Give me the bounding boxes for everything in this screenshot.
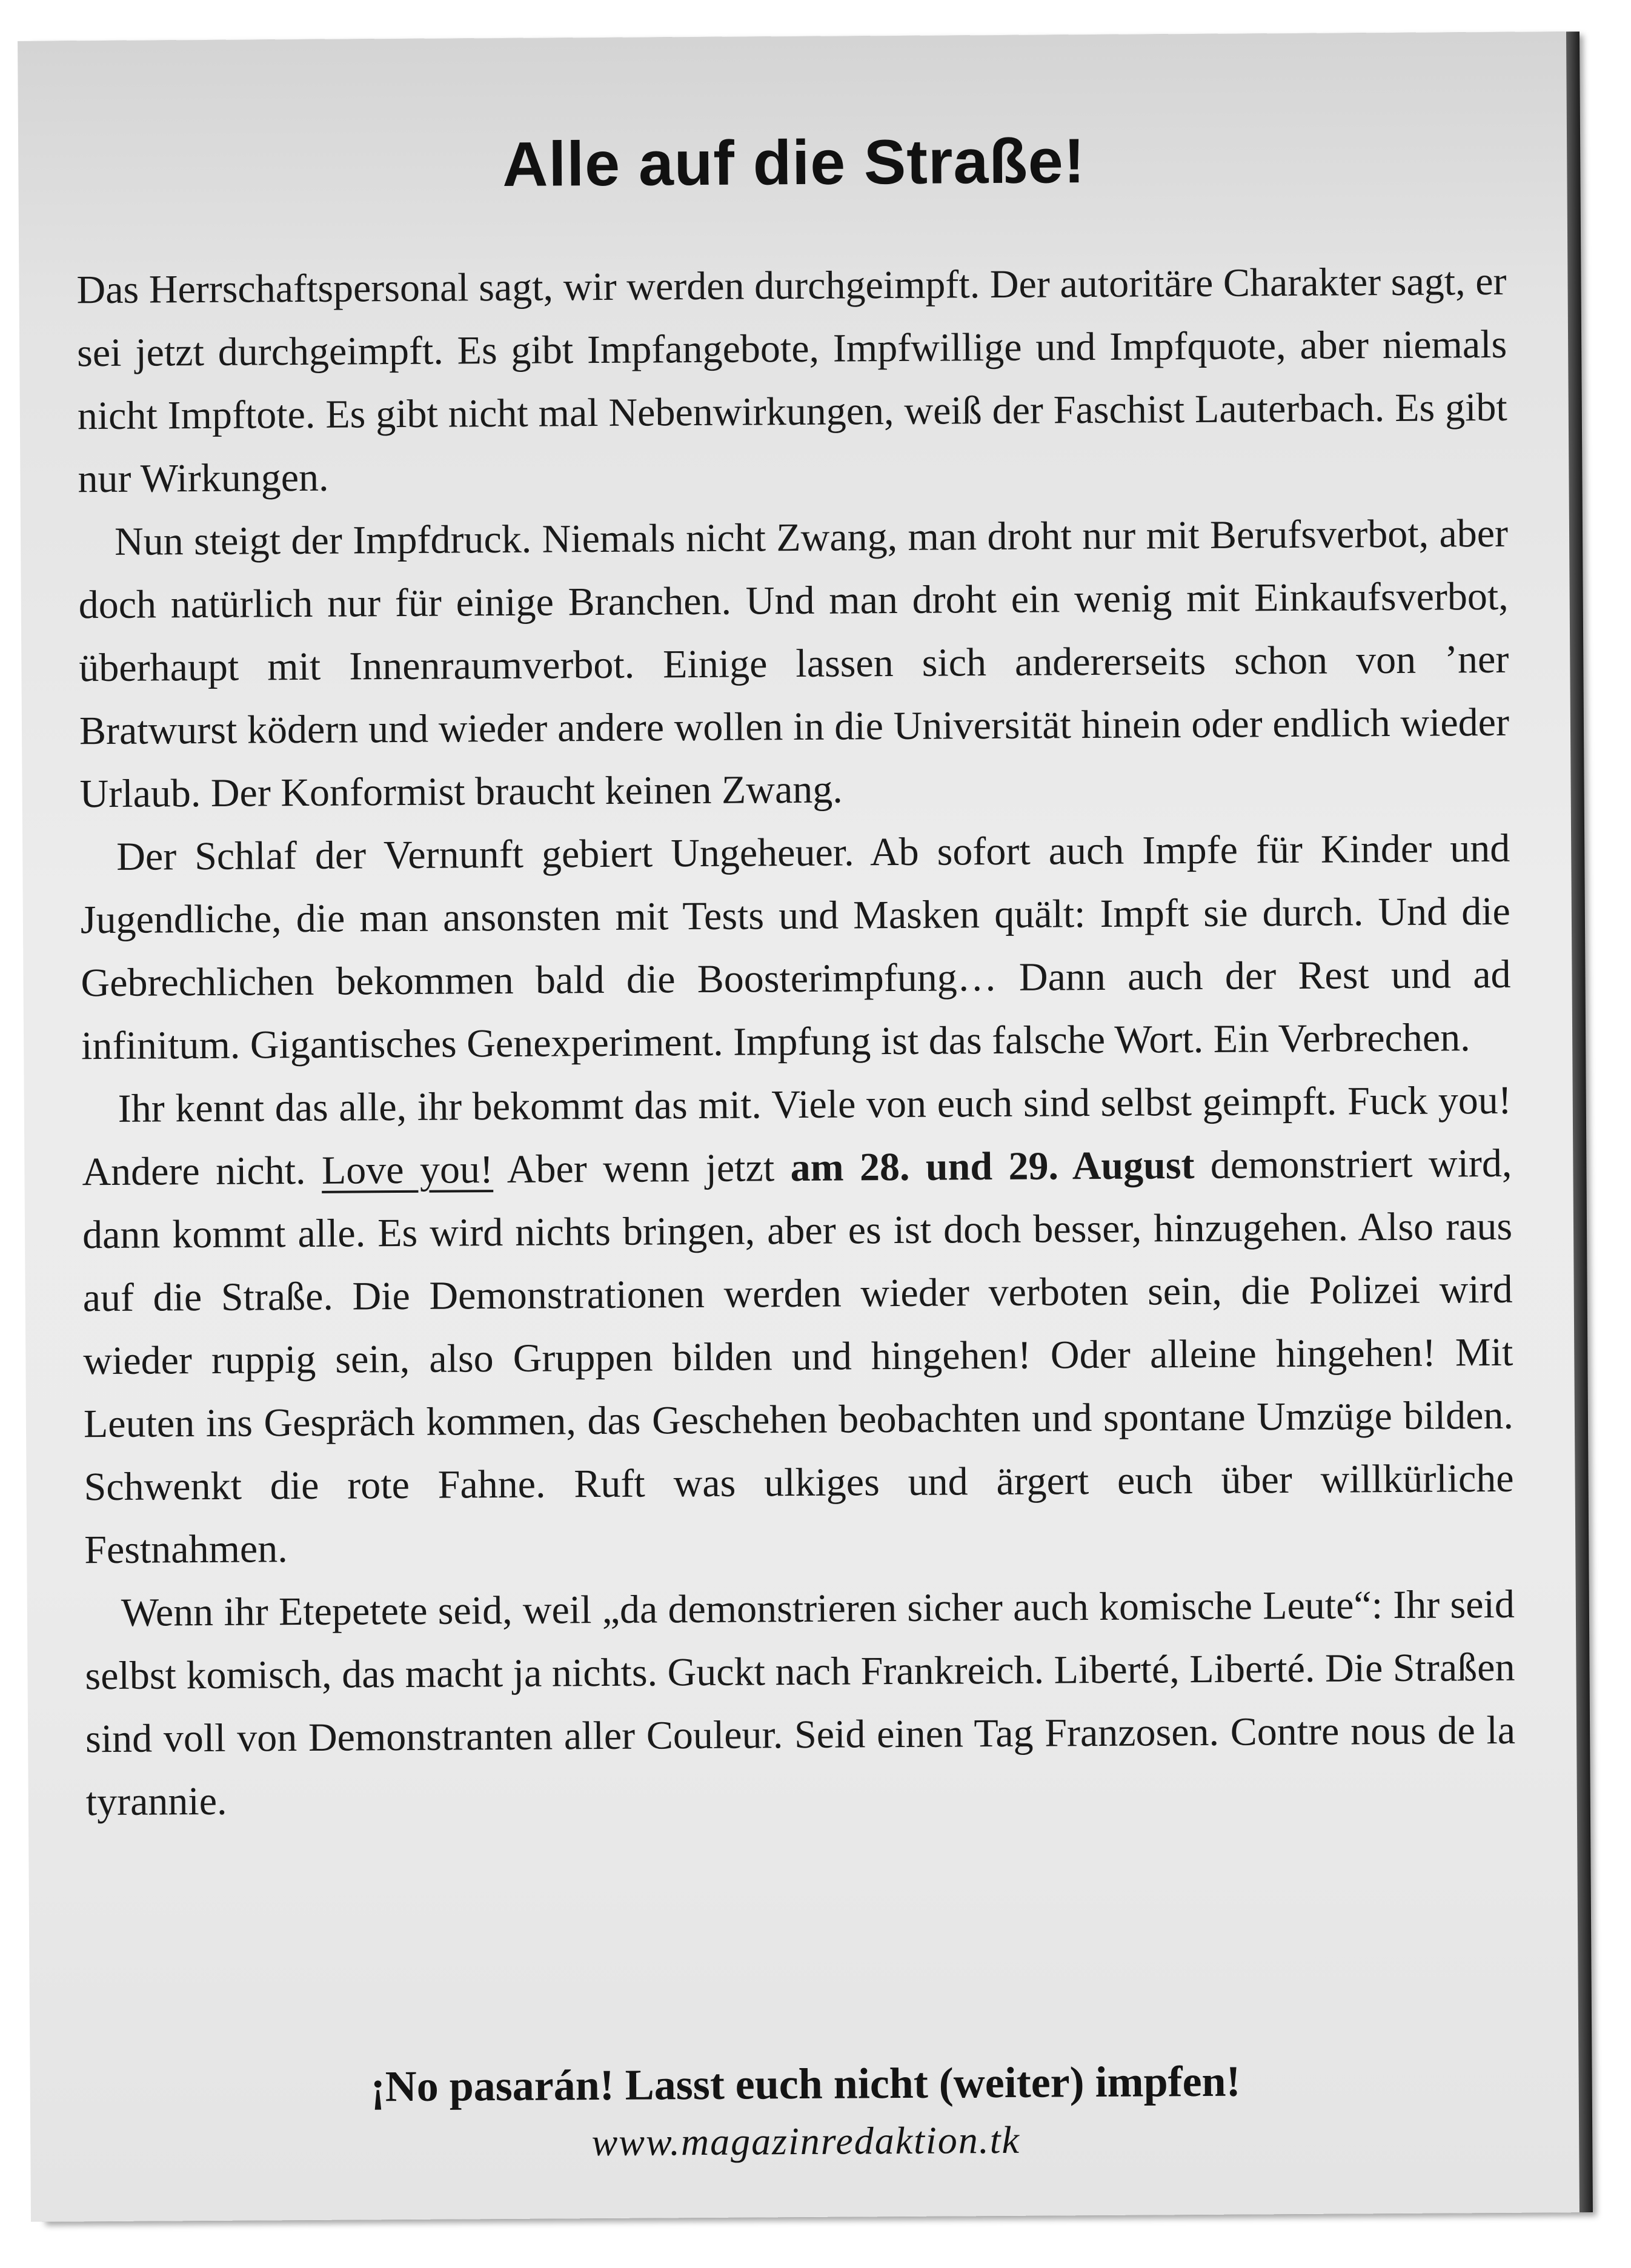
paragraph-1: Das Herrschaftspersonal sagt, wir werden durchgeimpft. Der autoritäre Charakter sagt, er sei jetzt durchgeimpft. Es gibt Impfangebote, Impfwillige und Impfquote, aber niemals nicht Impftote. Es gibt nicht mal Nebenwirkungen, weiß der Faschist Lauterbach. Es gibt nur Wirkungen.: [76, 259, 1507, 502]
paragraph-4: [81, 1069, 1514, 1582]
slogan: ¡No pasarán! Lasst euch nicht (weiter) impfen!: [370, 2057, 1241, 2111]
flyer-sheet: [18, 31, 1582, 2222]
flyer-body: [76, 250, 1516, 1834]
paragraph-4-intro: Ihr kennt das alle, ihr bekommt das mit. Viele von euch sind selbst geimpft. Fuck you! Andere nicht.: [82, 1078, 1512, 1195]
love-you-text: Love you!: [321, 1147, 494, 1193]
demo-date: am 28. und 29. August: [790, 1143, 1195, 1190]
paragraph-2: Nun steigt der Impfdruck. Niemals nicht Zwang, man droht nur mit Berufsverbot, aber doch natürlich nur für einige Branchen. Und man droht ein wenig mit Einkaufsverbot, überhaupt mit Innenraumverbot. Einige lassen sich andererseits schon von ’ner Bratwurst ködern und wieder andere wollen in die Universität hinein oder endlich wieder Urlaub. Der Konformist braucht keinen Zwang.: [78, 511, 1510, 817]
paragraph-4-mid: Aber wenn jetzt: [493, 1146, 791, 1192]
page-title: Alle auf die Straße!: [502, 126, 1086, 200]
paragraph-3: Der Schlaf der Vernunft gebiert Ungeheuer. Ab sofort auch Impfe für Kinder und Jugendliche, die man ansonsten mit Tests und Masken quält: Impft sie durch. Und die Gebrechlichen bekommen bald die Boosterimpfung… Dann auch der Rest und ad infinitum. Gigantisches Genexperiment. Impfung ist das falsche Wort. Ein Verbrechen.: [80, 826, 1511, 1069]
paragraph-4-rest: demonstriert wird, dann kommt alle. Es wird nichts bringen, aber es ist doch besser, hinzugehen. Also raus auf die Straße. Die Demonstrationen werden wieder verboten sein, die Polizei wird wieder ruppig sein, also Gruppen bilden und hingehen! Oder alleine hingehen! Mit Leuten ins Gespräch kommen, das Geschehen beobachten und spontane Umzüge bilden. Schwenkt die rote Fahne. Ruft was ulkiges und ärgert euch über willkürliche Festnahmen.: [82, 1141, 1514, 1573]
flyer-footer: [30, 2049, 1581, 2174]
website-link[interactable]: www.magazinredaktion.tk: [591, 2118, 1021, 2164]
paragraph-5: Wenn ihr Etepetete seid, weil „da demonstrieren sicher auch komische Leute“: Ihr seid selbst komisch, das macht ja nichts. Guckt nach Frankreich. Liberté, Liberté. Die Straßen sind voll von Demonstranten aller Couleur. Seid einen Tag Franzosen. Contre nous de la tyrannie.: [85, 1582, 1516, 1825]
